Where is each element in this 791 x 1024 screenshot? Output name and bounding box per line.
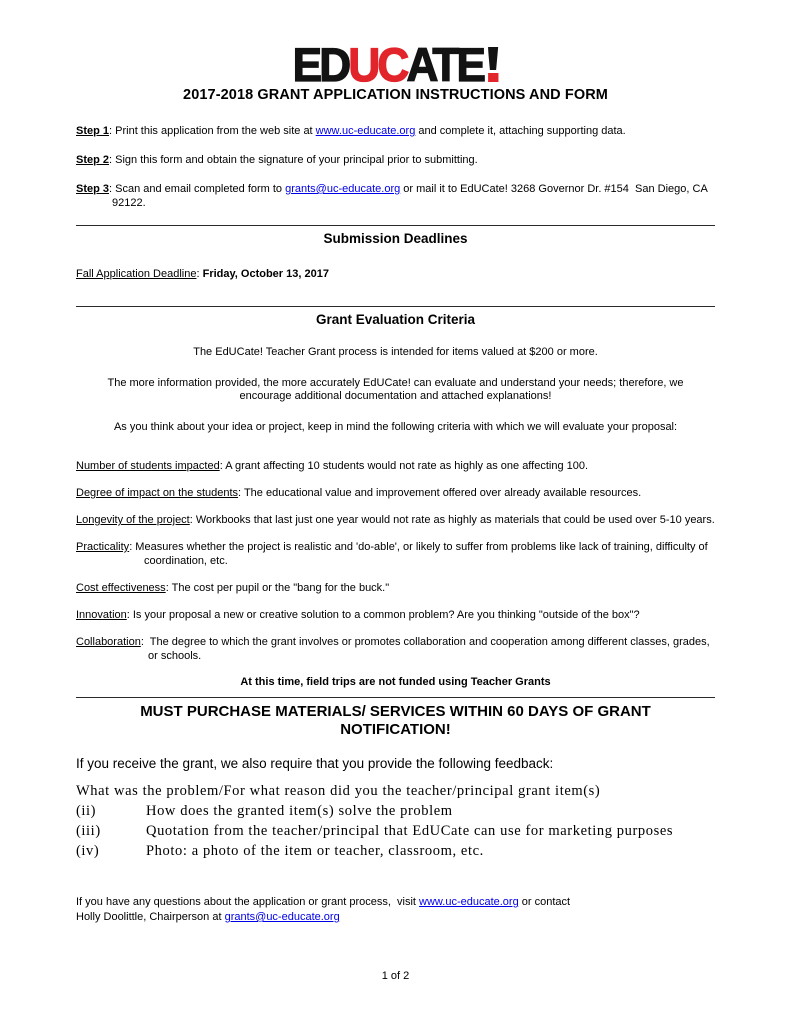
field-trips-note: At this time, field trips are not funded using Teacher Grants [240, 676, 551, 688]
contact-footer [76, 895, 715, 925]
fall-deadline [76, 267, 715, 281]
logo-segment-ed: ED [292, 38, 348, 91]
educate-logo-text [292, 38, 499, 91]
logo-segment-ate: ATE [406, 38, 483, 91]
criterion-longevity [76, 513, 715, 527]
purchase-deadline-notice: MUST PURCHASE MATERIALS/ SERVICES WITHIN 60 DAYS OF GRANT NOTIFICATION! [140, 703, 651, 738]
criterion-text: : The educational value and improvement offered over already available resources. [238, 487, 642, 499]
divider [76, 225, 715, 226]
criteria-intro-1: The EdUCate! Teacher Grant process is intended for items valued at $200 or more. [193, 346, 598, 358]
feedback-item-quotation [76, 821, 715, 841]
criterion-text: : Measures whether the project is realistic and 'do-able', or likely to suffer from problems like lack of training, difficulty of coordination, etc. [129, 541, 708, 567]
step-1-label: Step 1 [76, 125, 110, 137]
divider [76, 697, 715, 698]
feedback-item-number: (ii) [76, 803, 97, 819]
criterion-text: : Workbooks that last just one year would not rate as highly as materials that could be used over 5-10 years. [189, 514, 715, 526]
feedback-list [76, 781, 715, 861]
criterion-practicality [76, 540, 715, 568]
step-1 [76, 124, 715, 138]
footer-website-link[interactable]: www.uc-educate.org [419, 896, 519, 908]
feedback-item-text: How does the granted item(s) solve the problem [146, 803, 453, 819]
criteria-intro-3: As you think about your idea or project, keep in mind the following criteria with which we will evaluate your proposal: [113, 420, 678, 433]
criterion-label: Practicality [76, 541, 130, 553]
step-1-text: : Print this application from the web site at [109, 125, 316, 137]
criterion-text: : The degree to which the grant involves or promotes collaboration and cooperation among different classes, grades, or schools. [140, 636, 710, 662]
fall-deadline-date: Friday, October 13, 2017 [202, 268, 329, 280]
exclamation-red-dot [487, 73, 497, 82]
feedback-item-text: What was the problem/For what reason did you the teacher/principal grant item(s) [76, 783, 601, 799]
step-2 [76, 153, 715, 167]
criterion-cost-effectiveness [76, 581, 715, 595]
logo-exclamation-icon [487, 47, 499, 82]
criterion-label: Innovation [76, 609, 127, 621]
contact-line-1 [76, 895, 715, 910]
criterion-label: Longevity of the project [76, 514, 190, 526]
page-number: 1 of 2 [381, 970, 410, 982]
step-1-text-post: and complete it, attaching supporting data. [415, 125, 626, 137]
grants-email-link[interactable]: grants@uc-educate.org [285, 183, 401, 195]
step-3-text: : Scan and email completed form to [109, 183, 286, 195]
step-3-text-post: or mail it to EdUCate! 3268 Governor Dr. #154 San Diego, CA 92122. [112, 183, 708, 209]
criterion-label: Degree of impact on the students [76, 487, 239, 499]
logo-segment-uc: UC [347, 38, 407, 91]
criterion-text: : A grant affecting 10 students would not rate as highly as one affecting 100. [219, 460, 589, 472]
contact-text-post: or contact [518, 896, 571, 908]
criterion-students-impacted [76, 459, 715, 473]
exclamation-bar [487, 47, 497, 70]
submission-deadlines-heading: Submission Deadlines [323, 231, 468, 246]
criteria-list [76, 459, 715, 663]
footer-email-link[interactable]: grants@uc-educate.org [224, 911, 340, 923]
criterion-text: : The cost per pupil or the "bang for the buck." [165, 582, 390, 594]
contact-line-2 [76, 910, 715, 925]
criterion-label: Cost effectiveness [76, 582, 166, 594]
feedback-item-number: (iii) [76, 823, 101, 839]
step-2-label: Step 2 [76, 154, 110, 166]
feedback-item-text: Quotation from the teacher/principal that EdUCate can use for marketing purposes [146, 823, 674, 839]
criterion-text: : Is your proposal a new or creative solution to a common problem? Are you thinking "outside of the box"? [126, 609, 640, 621]
step-3-label: Step 3 [76, 183, 110, 195]
criterion-collaboration [76, 635, 715, 663]
feedback-item-text: Photo: a photo of the item or teacher, classroom, etc. [146, 843, 484, 859]
divider [76, 306, 715, 307]
educate-logo [76, 38, 715, 91]
feedback-item-solve [76, 801, 715, 821]
feedback-item-number: (iv) [76, 843, 100, 859]
criterion-degree-of-impact [76, 486, 715, 500]
contact-text: If you have any questions about the application or grant process, visit [76, 896, 420, 908]
step-2-text: : Sign this form and obtain the signature of your principal prior to submitting. [109, 154, 478, 166]
contact-text: Holly Doolittle, Chairperson at [76, 911, 225, 923]
website-link[interactable]: www.uc-educate.org [315, 125, 416, 137]
fall-deadline-separator: : [196, 268, 203, 280]
fall-deadline-label: Fall Application Deadline [76, 268, 197, 280]
step-3 [76, 182, 715, 210]
criteria-intro-2: The more information provided, the more accurately EdUCate! can evaluate and understand your needs; therefore, we encourage additional documentation and attached explanations! [107, 376, 684, 402]
feedback-item-photo [76, 841, 715, 861]
feedback-intro: If you receive the grant, we also require that you provide the following feedback: [76, 756, 554, 771]
evaluation-criteria-heading: Grant Evaluation Criteria [315, 312, 476, 327]
criterion-label: Collaboration [76, 636, 141, 648]
criterion-innovation [76, 608, 715, 622]
feedback-item-reason [76, 781, 715, 801]
page-title: 2017-2018 GRANT APPLICATION INSTRUCTIONS AND FORM [183, 87, 608, 103]
criterion-label: Number of students impacted [76, 460, 220, 472]
